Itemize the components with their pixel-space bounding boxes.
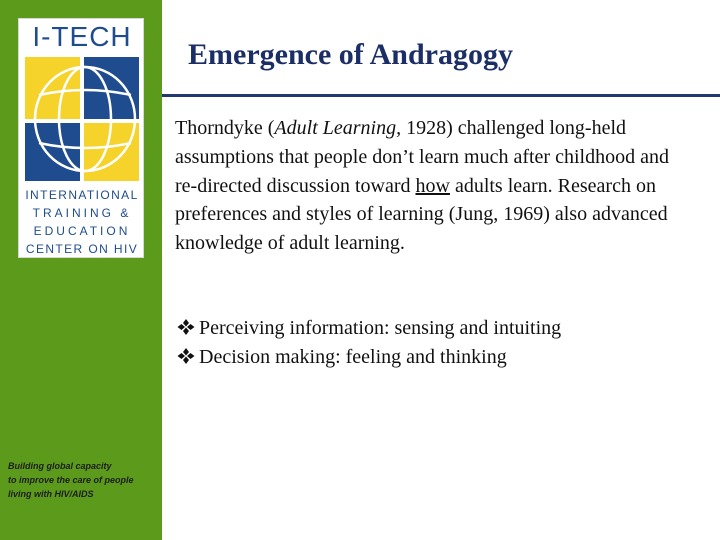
tagline-line: to improve the care of people <box>8 475 134 485</box>
bullet-text: Decision making: feeling and thinking <box>199 345 507 368</box>
tagline-line: living with HIV/AIDS <box>8 489 94 499</box>
logo-title: I-TECH <box>32 21 132 52</box>
bullet-item <box>175 314 705 343</box>
logo-line-education: EDUCATION <box>33 224 131 238</box>
sidebar <box>0 0 162 540</box>
para-text: Thorndyke ( <box>175 117 275 139</box>
logo-line-training: TRAINING & <box>32 206 132 220</box>
para-text: 1928) challenged long-held assumptions that people don’t learn much after childhood and re-directed discussion toward <box>175 117 669 197</box>
diamond-bullet-icon <box>175 347 197 365</box>
bullet-text: Perceiving information: sensing and intuiting <box>199 317 562 339</box>
bullet-list <box>175 314 705 372</box>
para-italic-title: Adult Learning, <box>274 117 402 139</box>
logo-line-international: INTERNATIONAL <box>25 188 139 202</box>
tagline-line: Building global capacity <box>8 461 112 471</box>
bullet-item <box>175 343 705 372</box>
title-divider <box>162 94 720 97</box>
diamond-bullet-icon <box>175 318 197 336</box>
logo-line-center: CENTER ON HIV <box>25 242 139 256</box>
slide-title: Emergence of Andragogy <box>188 38 513 71</box>
logo-text <box>19 186 145 258</box>
para-text: adults learn. Research on preferences and styles of learning (Jung, 1969) also advanced knowledge of adult learning. <box>175 174 668 255</box>
para-underlined-word: how <box>415 174 450 197</box>
body-paragraph <box>175 114 685 258</box>
tagline <box>8 459 158 501</box>
itech-logo <box>18 18 144 258</box>
globe-icon <box>25 57 139 181</box>
